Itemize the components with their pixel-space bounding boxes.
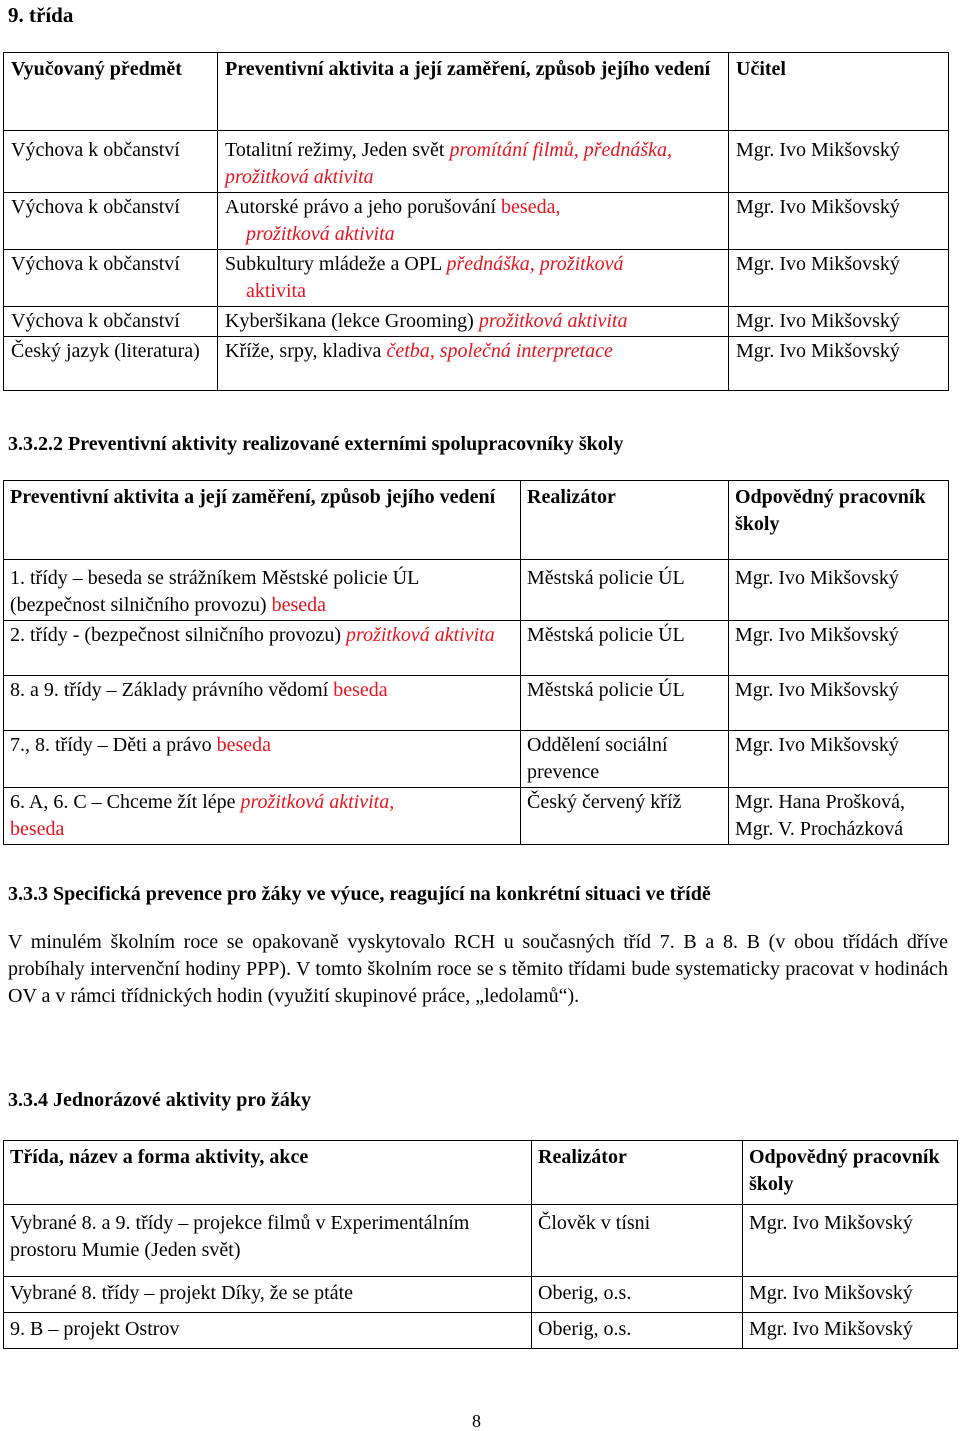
provider-cell: Oddělení sociální prevence [521,731,729,788]
activity-cell: 7., 8. třídy – Děti a právo beseda [4,731,521,788]
activity-cell: 6. A, 6. C – Chceme žít lépe prožitková aktivita, beseda [4,788,521,845]
section-heading: 3.3.4 Jednorázové aktivity pro žáky [8,1089,311,1111]
one-time-activities-table [3,1140,958,1349]
subject-cell: Výchova k občanství [4,250,218,307]
responsible-cell: Mgr. Ivo Mikšovský [743,1205,958,1277]
activity-cell: Autorské právo a jeho porušování beseda, prožitková aktivita [218,193,729,250]
paragraph: V minulém školním roce se opakovaně vyskytovalo RCH u současných tříd 7. B a 8. B (v obou třídách dříve probíhaly intervenční hodiny PPP). V tomto školním roce se s těmito třídami bude systematicky pracovat v hodinách OV a v rámci třídnických hodin (využití skupinové práce, „ledolamů“). [8,931,948,1007]
activity-cell: 2. třídy - (bezpečnost silničního provozu) prožitková aktivita [4,621,521,676]
activity-cell: Vybrané 8. třídy – projekt Díky, že se ptáte [4,1277,532,1313]
responsible-cell: Mgr. Ivo Mikšovský [729,621,949,676]
teacher-cell: Mgr. Ivo Mikšovský [729,250,949,307]
provider-cell: Městská policie ÚL [521,621,729,676]
col-header-provider: Realizátor [521,481,729,560]
provider-cell: Městská policie ÚL [521,560,729,621]
col-header-teacher: Učitel [729,53,949,131]
table-row [4,1313,958,1349]
responsible-cell: Mgr. Ivo Mikšovský [729,676,949,731]
col-header-subject: Vyučovaný předmět [4,53,218,131]
section-heading: 3.3.3 Specifická prevence pro žáky ve výuce, reagující na konkrétní situaci ve třídě [8,883,711,905]
table-row [4,731,949,788]
responsible-cell: Mgr. Ivo Mikšovský [729,560,949,621]
table-row [4,676,949,731]
responsible-cell: Mgr. Hana Prošková, Mgr. V. Procházková [729,788,949,845]
teachers-activity-table [3,52,949,391]
provider-cell: Český červený kříž [521,788,729,845]
subject-cell: Výchova k občanství [4,131,218,193]
table-row [4,307,949,337]
provider-cell: Člověk v tísni [532,1205,743,1277]
table-row [4,788,949,845]
responsible-cell: Mgr. Ivo Mikšovský [743,1313,958,1349]
activity-cell: 1. třídy – beseda se strážníkem Městské policie ÚL (bezpečnost silničního provozu) beseda [4,560,521,621]
activity-cell: Vybrané 8. a 9. třídy – projekce filmů v Experimentálním prostoru Mumie (Jeden svět) [4,1205,532,1277]
activity-cell: 8. a 9. třídy – Základy právního vědomí beseda [4,676,521,731]
table-row [4,621,949,676]
col-header-provider: Realizátor [532,1141,743,1205]
table-row [4,560,949,621]
table-row [4,1205,958,1277]
teacher-cell: Mgr. Ivo Mikšovský [729,307,949,337]
col-header-responsible: Odpovědný pracovník školy [743,1141,958,1205]
teacher-cell: Mgr. Ivo Mikšovský [729,337,949,391]
table-row [4,131,949,193]
responsible-cell: Mgr. Ivo Mikšovský [743,1277,958,1313]
teacher-cell: Mgr. Ivo Mikšovský [729,193,949,250]
external-activities-table [3,480,949,845]
table-row [4,1277,958,1313]
table-row [4,250,949,307]
col-header-activity: Třída, název a forma aktivity, akce [4,1141,532,1205]
activity-cell: Subkultury mládeže a OPL přednáška, prožitková aktivita [218,250,729,307]
provider-cell: Oberig, o.s. [532,1313,743,1349]
table-row [4,337,949,391]
page-heading: 9. třída [8,3,74,27]
subject-cell: Výchova k občanství [4,307,218,337]
page-number: 8 [472,1411,481,1431]
activity-cell: 9. B – projekt Ostrov [4,1313,532,1349]
section-heading: 3.3.2.2 Preventivní aktivity realizované externími spolupracovníky školy [8,433,624,455]
subject-cell: Český jazyk (literatura) [4,337,218,391]
table-row [4,193,949,250]
activity-cell: Kříže, srpy, kladiva četba, společná interpretace [218,337,729,391]
activity-cell: Totalitní režimy, Jeden svět promítání filmů, přednáška, prožitková aktivita [218,131,729,193]
provider-cell: Oberig, o.s. [532,1277,743,1313]
col-header-responsible: Odpovědný pracovník školy [729,481,949,560]
responsible-cell: Mgr. Ivo Mikšovský [729,731,949,788]
teacher-cell: Mgr. Ivo Mikšovský [729,131,949,193]
provider-cell: Městská policie ÚL [521,676,729,731]
col-header-activity: Preventivní aktivita a její zaměření, způsob jejího vedení [4,481,521,560]
subject-cell: Výchova k občanství [4,193,218,250]
activity-cell: Kyberšikana (lekce Grooming) prožitková aktivita [218,307,729,337]
col-header-activity: Preventivní aktivita a její zaměření, způsob jejího vedení [218,53,729,131]
